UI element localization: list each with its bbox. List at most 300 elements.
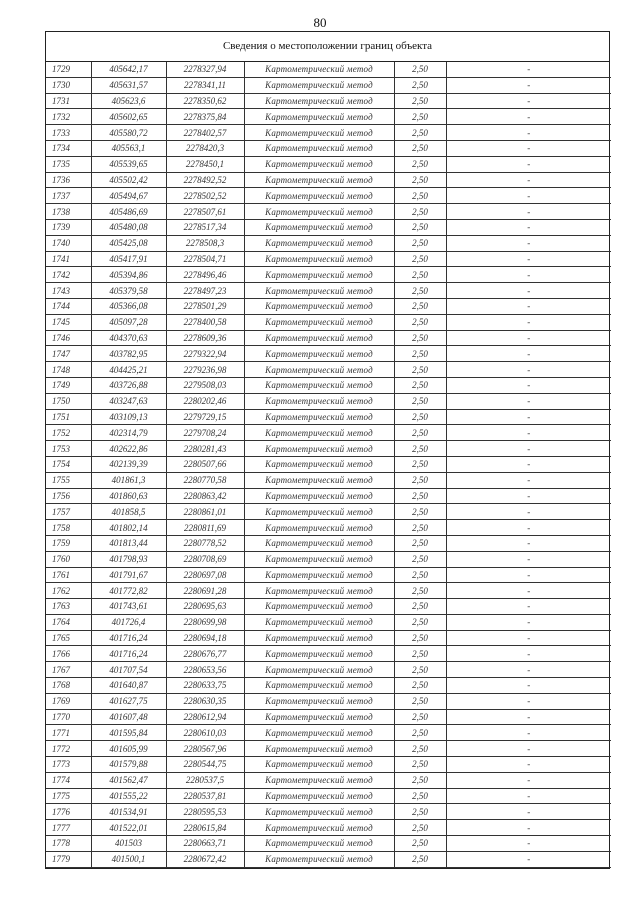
x-coordinate-cell: 405631,57 [91, 77, 166, 93]
accuracy-cell: 2,50 [394, 362, 446, 378]
point-number-cell: 1732 [46, 109, 91, 125]
method-cell: Картометрический метод [244, 630, 394, 646]
x-coordinate-cell: 402314,79 [91, 425, 166, 441]
description-cell: - [446, 709, 611, 725]
accuracy-cell: 2,50 [394, 188, 446, 204]
description-cell: - [446, 298, 611, 314]
x-coordinate-cell: 401716,24 [91, 646, 166, 662]
table-row [46, 693, 611, 709]
point-number-cell: 1750 [46, 393, 91, 409]
y-coordinate-cell: 2278375,84 [166, 109, 244, 125]
accuracy-cell: 2,50 [394, 346, 446, 362]
point-number-cell: 1749 [46, 377, 91, 393]
method-cell: Картометрический метод [244, 409, 394, 425]
point-number-cell: 1753 [46, 441, 91, 457]
accuracy-cell: 2,50 [394, 520, 446, 536]
x-coordinate-cell: 405097,28 [91, 314, 166, 330]
x-coordinate-cell: 401500,1 [91, 851, 166, 867]
description-cell: - [446, 125, 611, 141]
table-row [46, 314, 611, 330]
method-cell: Картометрический метод [244, 377, 394, 393]
table-row [46, 156, 611, 172]
x-coordinate-cell: 401503 [91, 836, 166, 852]
description-cell: - [446, 851, 611, 867]
x-coordinate-cell: 405602,65 [91, 109, 166, 125]
coordinates-table-body [46, 62, 611, 867]
method-cell: Картометрический метод [244, 741, 394, 757]
method-cell: Картометрический метод [244, 425, 394, 441]
x-coordinate-cell: 401607,48 [91, 709, 166, 725]
method-cell: Картометрический метод [244, 314, 394, 330]
y-coordinate-cell: 2278327,94 [166, 62, 244, 77]
boundary-table-sheet [45, 31, 610, 869]
x-coordinate-cell: 405563,1 [91, 140, 166, 156]
point-number-cell: 1766 [46, 646, 91, 662]
accuracy-cell: 2,50 [394, 62, 446, 77]
point-number-cell: 1751 [46, 409, 91, 425]
y-coordinate-cell: 2278420,3 [166, 140, 244, 156]
y-coordinate-cell: 2280694,18 [166, 630, 244, 646]
x-coordinate-cell: 402622,86 [91, 441, 166, 457]
description-cell: - [446, 741, 611, 757]
description-cell: - [446, 267, 611, 283]
description-cell: - [446, 109, 611, 125]
y-coordinate-cell: 2280778,52 [166, 535, 244, 551]
description-cell: - [446, 520, 611, 536]
description-cell: - [446, 725, 611, 741]
x-coordinate-cell: 405494,67 [91, 188, 166, 204]
table-row [46, 140, 611, 156]
table-row [46, 377, 611, 393]
point-number-cell: 1736 [46, 172, 91, 188]
method-cell: Картометрический метод [244, 140, 394, 156]
accuracy-cell: 2,50 [394, 472, 446, 488]
y-coordinate-cell: 2278450,1 [166, 156, 244, 172]
description-cell: - [446, 488, 611, 504]
method-cell: Картометрический метод [244, 520, 394, 536]
table-row [46, 172, 611, 188]
point-number-cell: 1764 [46, 614, 91, 630]
method-cell: Картометрический метод [244, 393, 394, 409]
x-coordinate-cell: 401562,47 [91, 772, 166, 788]
point-number-cell: 1769 [46, 693, 91, 709]
table-row [46, 630, 611, 646]
table-row [46, 520, 611, 536]
point-number-cell: 1779 [46, 851, 91, 867]
description-cell: - [446, 62, 611, 77]
description-cell: - [446, 788, 611, 804]
table-row [46, 330, 611, 346]
method-cell: Картометрический метод [244, 62, 394, 77]
method-cell: Картометрический метод [244, 362, 394, 378]
table-row [46, 709, 611, 725]
point-number-cell: 1730 [46, 77, 91, 93]
description-cell: - [446, 757, 611, 773]
x-coordinate-cell: 405480,08 [91, 219, 166, 235]
method-cell: Картометрический метод [244, 267, 394, 283]
accuracy-cell: 2,50 [394, 599, 446, 615]
table-row [46, 741, 611, 757]
accuracy-cell: 2,50 [394, 251, 446, 267]
y-coordinate-cell: 2278497,23 [166, 283, 244, 299]
description-cell: - [446, 330, 611, 346]
table-row [46, 409, 611, 425]
y-coordinate-cell: 2280653,56 [166, 662, 244, 678]
point-number-cell: 1747 [46, 346, 91, 362]
method-cell: Картометрический метод [244, 836, 394, 852]
description-cell: - [446, 172, 611, 188]
accuracy-cell: 2,50 [394, 662, 446, 678]
x-coordinate-cell: 401579,88 [91, 757, 166, 773]
point-number-cell: 1778 [46, 836, 91, 852]
description-cell: - [446, 235, 611, 251]
point-number-cell: 1763 [46, 599, 91, 615]
y-coordinate-cell: 2280863,42 [166, 488, 244, 504]
method-cell: Картометрический метод [244, 125, 394, 141]
y-coordinate-cell: 2278492,52 [166, 172, 244, 188]
x-coordinate-cell: 405394,86 [91, 267, 166, 283]
description-cell: - [446, 567, 611, 583]
table-row [46, 251, 611, 267]
method-cell: Картометрический метод [244, 757, 394, 773]
point-number-cell: 1739 [46, 219, 91, 235]
table-row [46, 441, 611, 457]
description-cell: - [446, 693, 611, 709]
table-row [46, 488, 611, 504]
point-number-cell: 1759 [46, 535, 91, 551]
point-number-cell: 1756 [46, 488, 91, 504]
y-coordinate-cell: 2279729,15 [166, 409, 244, 425]
description-cell: - [446, 646, 611, 662]
point-number-cell: 1768 [46, 678, 91, 694]
accuracy-cell: 2,50 [394, 709, 446, 725]
table-row [46, 298, 611, 314]
description-cell: - [446, 283, 611, 299]
point-number-cell: 1740 [46, 235, 91, 251]
y-coordinate-cell: 2278400,58 [166, 314, 244, 330]
point-number-cell: 1731 [46, 93, 91, 109]
method-cell: Картометрический метод [244, 298, 394, 314]
point-number-cell: 1746 [46, 330, 91, 346]
x-coordinate-cell: 405642,17 [91, 62, 166, 77]
accuracy-cell: 2,50 [394, 393, 446, 409]
x-coordinate-cell: 401798,93 [91, 551, 166, 567]
point-number-cell: 1737 [46, 188, 91, 204]
method-cell: Картометрический метод [244, 678, 394, 694]
x-coordinate-cell: 402139,39 [91, 456, 166, 472]
accuracy-cell: 2,50 [394, 504, 446, 520]
method-cell: Картометрический метод [244, 851, 394, 867]
accuracy-cell: 2,50 [394, 757, 446, 773]
table-row [46, 425, 611, 441]
y-coordinate-cell: 2279708,24 [166, 425, 244, 441]
table-row [46, 725, 611, 741]
accuracy-cell: 2,50 [394, 583, 446, 599]
y-coordinate-cell: 2280507,66 [166, 456, 244, 472]
table-row [46, 662, 611, 678]
table-row [46, 678, 611, 694]
method-cell: Картометрический метод [244, 188, 394, 204]
accuracy-cell: 2,50 [394, 646, 446, 662]
method-cell: Картометрический метод [244, 772, 394, 788]
y-coordinate-cell: 2280697,08 [166, 567, 244, 583]
point-number-cell: 1743 [46, 283, 91, 299]
method-cell: Картометрический метод [244, 599, 394, 615]
accuracy-cell: 2,50 [394, 678, 446, 694]
method-cell: Картометрический метод [244, 662, 394, 678]
description-cell: - [446, 425, 611, 441]
table-row [46, 77, 611, 93]
x-coordinate-cell: 405425,08 [91, 235, 166, 251]
point-number-cell: 1734 [46, 140, 91, 156]
method-cell: Картометрический метод [244, 77, 394, 93]
point-number-cell: 1772 [46, 741, 91, 757]
y-coordinate-cell: 2278502,52 [166, 188, 244, 204]
accuracy-cell: 2,50 [394, 235, 446, 251]
accuracy-cell: 2,50 [394, 298, 446, 314]
point-number-cell: 1733 [46, 125, 91, 141]
y-coordinate-cell: 2280708,69 [166, 551, 244, 567]
method-cell: Картометрический метод [244, 614, 394, 630]
x-coordinate-cell: 405486,69 [91, 204, 166, 220]
y-coordinate-cell: 2280281,43 [166, 441, 244, 457]
accuracy-cell: 2,50 [394, 851, 446, 867]
y-coordinate-cell: 2280537,5 [166, 772, 244, 788]
accuracy-cell: 2,50 [394, 125, 446, 141]
table-row [46, 472, 611, 488]
y-coordinate-cell: 2278504,71 [166, 251, 244, 267]
table-row [46, 599, 611, 615]
y-coordinate-cell: 2280691,28 [166, 583, 244, 599]
x-coordinate-cell: 403247,63 [91, 393, 166, 409]
accuracy-cell: 2,50 [394, 488, 446, 504]
table-row [46, 551, 611, 567]
table-row [46, 235, 611, 251]
point-number-cell: 1776 [46, 804, 91, 820]
description-cell: - [446, 772, 611, 788]
description-cell: - [446, 630, 611, 646]
method-cell: Картометрический метод [244, 504, 394, 520]
y-coordinate-cell: 2280537,81 [166, 788, 244, 804]
point-number-cell: 1761 [46, 567, 91, 583]
y-coordinate-cell: 2280676,77 [166, 646, 244, 662]
x-coordinate-cell: 401860,63 [91, 488, 166, 504]
description-cell: - [446, 599, 611, 615]
x-coordinate-cell: 401802,14 [91, 520, 166, 536]
y-coordinate-cell: 2280770,58 [166, 472, 244, 488]
table-row [46, 93, 611, 109]
method-cell: Картометрический метод [244, 788, 394, 804]
table-row [46, 456, 611, 472]
table-row [46, 820, 611, 836]
description-cell: - [446, 362, 611, 378]
x-coordinate-cell: 403726,88 [91, 377, 166, 393]
x-coordinate-cell: 404425,21 [91, 362, 166, 378]
y-coordinate-cell: 2278501,29 [166, 298, 244, 314]
y-coordinate-cell: 2280699,98 [166, 614, 244, 630]
x-coordinate-cell: 403109,13 [91, 409, 166, 425]
table-row [46, 362, 611, 378]
table-row [46, 283, 611, 299]
accuracy-cell: 2,50 [394, 693, 446, 709]
y-coordinate-cell: 2280610,03 [166, 725, 244, 741]
x-coordinate-cell: 405580,72 [91, 125, 166, 141]
x-coordinate-cell: 405623,6 [91, 93, 166, 109]
description-cell: - [446, 456, 611, 472]
point-number-cell: 1742 [46, 267, 91, 283]
description-cell: - [446, 504, 611, 520]
method-cell: Картометрический метод [244, 251, 394, 267]
x-coordinate-cell: 401595,84 [91, 725, 166, 741]
x-coordinate-cell: 404370,63 [91, 330, 166, 346]
accuracy-cell: 2,50 [394, 820, 446, 836]
method-cell: Картометрический метод [244, 330, 394, 346]
description-cell: - [446, 678, 611, 694]
x-coordinate-cell: 403782,95 [91, 346, 166, 362]
x-coordinate-cell: 401605,99 [91, 741, 166, 757]
y-coordinate-cell: 2280544,75 [166, 757, 244, 773]
accuracy-cell: 2,50 [394, 725, 446, 741]
method-cell: Картометрический метод [244, 646, 394, 662]
accuracy-cell: 2,50 [394, 630, 446, 646]
x-coordinate-cell: 401813,44 [91, 535, 166, 551]
table-row [46, 757, 611, 773]
page-number: 80 [313, 15, 327, 30]
point-number-cell: 1775 [46, 788, 91, 804]
description-cell: - [446, 804, 611, 820]
accuracy-cell: 2,50 [394, 267, 446, 283]
description-cell: - [446, 441, 611, 457]
method-cell: Картометрический метод [244, 156, 394, 172]
method-cell: Картометрический метод [244, 693, 394, 709]
point-number-cell: 1757 [46, 504, 91, 520]
table-row [46, 851, 611, 867]
y-coordinate-cell: 2280612,94 [166, 709, 244, 725]
method-cell: Картометрический метод [244, 456, 394, 472]
description-cell: - [446, 377, 611, 393]
x-coordinate-cell: 401858,5 [91, 504, 166, 520]
y-coordinate-cell: 2280633,75 [166, 678, 244, 694]
point-number-cell: 1729 [46, 62, 91, 77]
method-cell: Картометрический метод [244, 804, 394, 820]
point-number-cell: 1762 [46, 583, 91, 599]
y-coordinate-cell: 2279236,98 [166, 362, 244, 378]
accuracy-cell: 2,50 [394, 204, 446, 220]
method-cell: Картометрический метод [244, 109, 394, 125]
method-cell: Картометрический метод [244, 725, 394, 741]
table-row [46, 836, 611, 852]
accuracy-cell: 2,50 [394, 283, 446, 299]
description-cell: - [446, 583, 611, 599]
accuracy-cell: 2,50 [394, 93, 446, 109]
x-coordinate-cell: 401861,3 [91, 472, 166, 488]
method-cell: Картометрический метод [244, 583, 394, 599]
y-coordinate-cell: 2278350,62 [166, 93, 244, 109]
table-row [46, 788, 611, 804]
point-number-cell: 1758 [46, 520, 91, 536]
x-coordinate-cell: 401791,67 [91, 567, 166, 583]
x-coordinate-cell: 405502,42 [91, 172, 166, 188]
table-row [46, 614, 611, 630]
accuracy-cell: 2,50 [394, 219, 446, 235]
point-number-cell: 1741 [46, 251, 91, 267]
x-coordinate-cell: 401743,61 [91, 599, 166, 615]
y-coordinate-cell: 2280615,84 [166, 820, 244, 836]
x-coordinate-cell: 401707,54 [91, 662, 166, 678]
y-coordinate-cell: 2278507,61 [166, 204, 244, 220]
y-coordinate-cell: 2280567,96 [166, 741, 244, 757]
table-row [46, 219, 611, 235]
x-coordinate-cell: 401627,75 [91, 693, 166, 709]
y-coordinate-cell: 2280695,63 [166, 599, 244, 615]
x-coordinate-cell: 405379,58 [91, 283, 166, 299]
y-coordinate-cell: 2278402,57 [166, 125, 244, 141]
description-cell: - [446, 662, 611, 678]
point-number-cell: 1773 [46, 757, 91, 773]
x-coordinate-cell: 401534,91 [91, 804, 166, 820]
point-number-cell: 1738 [46, 204, 91, 220]
method-cell: Картометрический метод [244, 172, 394, 188]
point-number-cell: 1777 [46, 820, 91, 836]
method-cell: Картометрический метод [244, 567, 394, 583]
y-coordinate-cell: 2280595,53 [166, 804, 244, 820]
description-cell: - [446, 836, 611, 852]
y-coordinate-cell: 2280672,42 [166, 851, 244, 867]
accuracy-cell: 2,50 [394, 172, 446, 188]
table-row [46, 62, 611, 77]
description-cell: - [446, 314, 611, 330]
description-cell: - [446, 156, 611, 172]
x-coordinate-cell: 401640,87 [91, 678, 166, 694]
x-coordinate-cell: 401726,4 [91, 614, 166, 630]
point-number-cell: 1767 [46, 662, 91, 678]
table-row [46, 204, 611, 220]
y-coordinate-cell: 2279322,94 [166, 346, 244, 362]
table-row [46, 504, 611, 520]
x-coordinate-cell: 401772,82 [91, 583, 166, 599]
table-row [46, 125, 611, 141]
accuracy-cell: 2,50 [394, 77, 446, 93]
y-coordinate-cell: 2280630,35 [166, 693, 244, 709]
accuracy-cell: 2,50 [394, 330, 446, 346]
table-row [46, 567, 611, 583]
accuracy-cell: 2,50 [394, 772, 446, 788]
point-number-cell: 1755 [46, 472, 91, 488]
table-row [46, 583, 611, 599]
y-coordinate-cell: 2278496,46 [166, 267, 244, 283]
y-coordinate-cell: 2280663,71 [166, 836, 244, 852]
point-number-cell: 1760 [46, 551, 91, 567]
table-row [46, 267, 611, 283]
table-row [46, 109, 611, 125]
y-coordinate-cell: 2278341,11 [166, 77, 244, 93]
point-number-cell: 1748 [46, 362, 91, 378]
x-coordinate-cell: 405366,08 [91, 298, 166, 314]
description-cell: - [446, 219, 611, 235]
method-cell: Картометрический метод [244, 346, 394, 362]
y-coordinate-cell: 2280202,46 [166, 393, 244, 409]
y-coordinate-cell: 2279508,03 [166, 377, 244, 393]
description-cell: - [446, 535, 611, 551]
accuracy-cell: 2,50 [394, 109, 446, 125]
method-cell: Картометрический метод [244, 488, 394, 504]
y-coordinate-cell: 2278609,36 [166, 330, 244, 346]
table-title: Сведения о местоположении границ объекта [46, 32, 609, 62]
description-cell: - [446, 77, 611, 93]
accuracy-cell: 2,50 [394, 535, 446, 551]
description-cell: - [446, 393, 611, 409]
description-cell: - [446, 251, 611, 267]
